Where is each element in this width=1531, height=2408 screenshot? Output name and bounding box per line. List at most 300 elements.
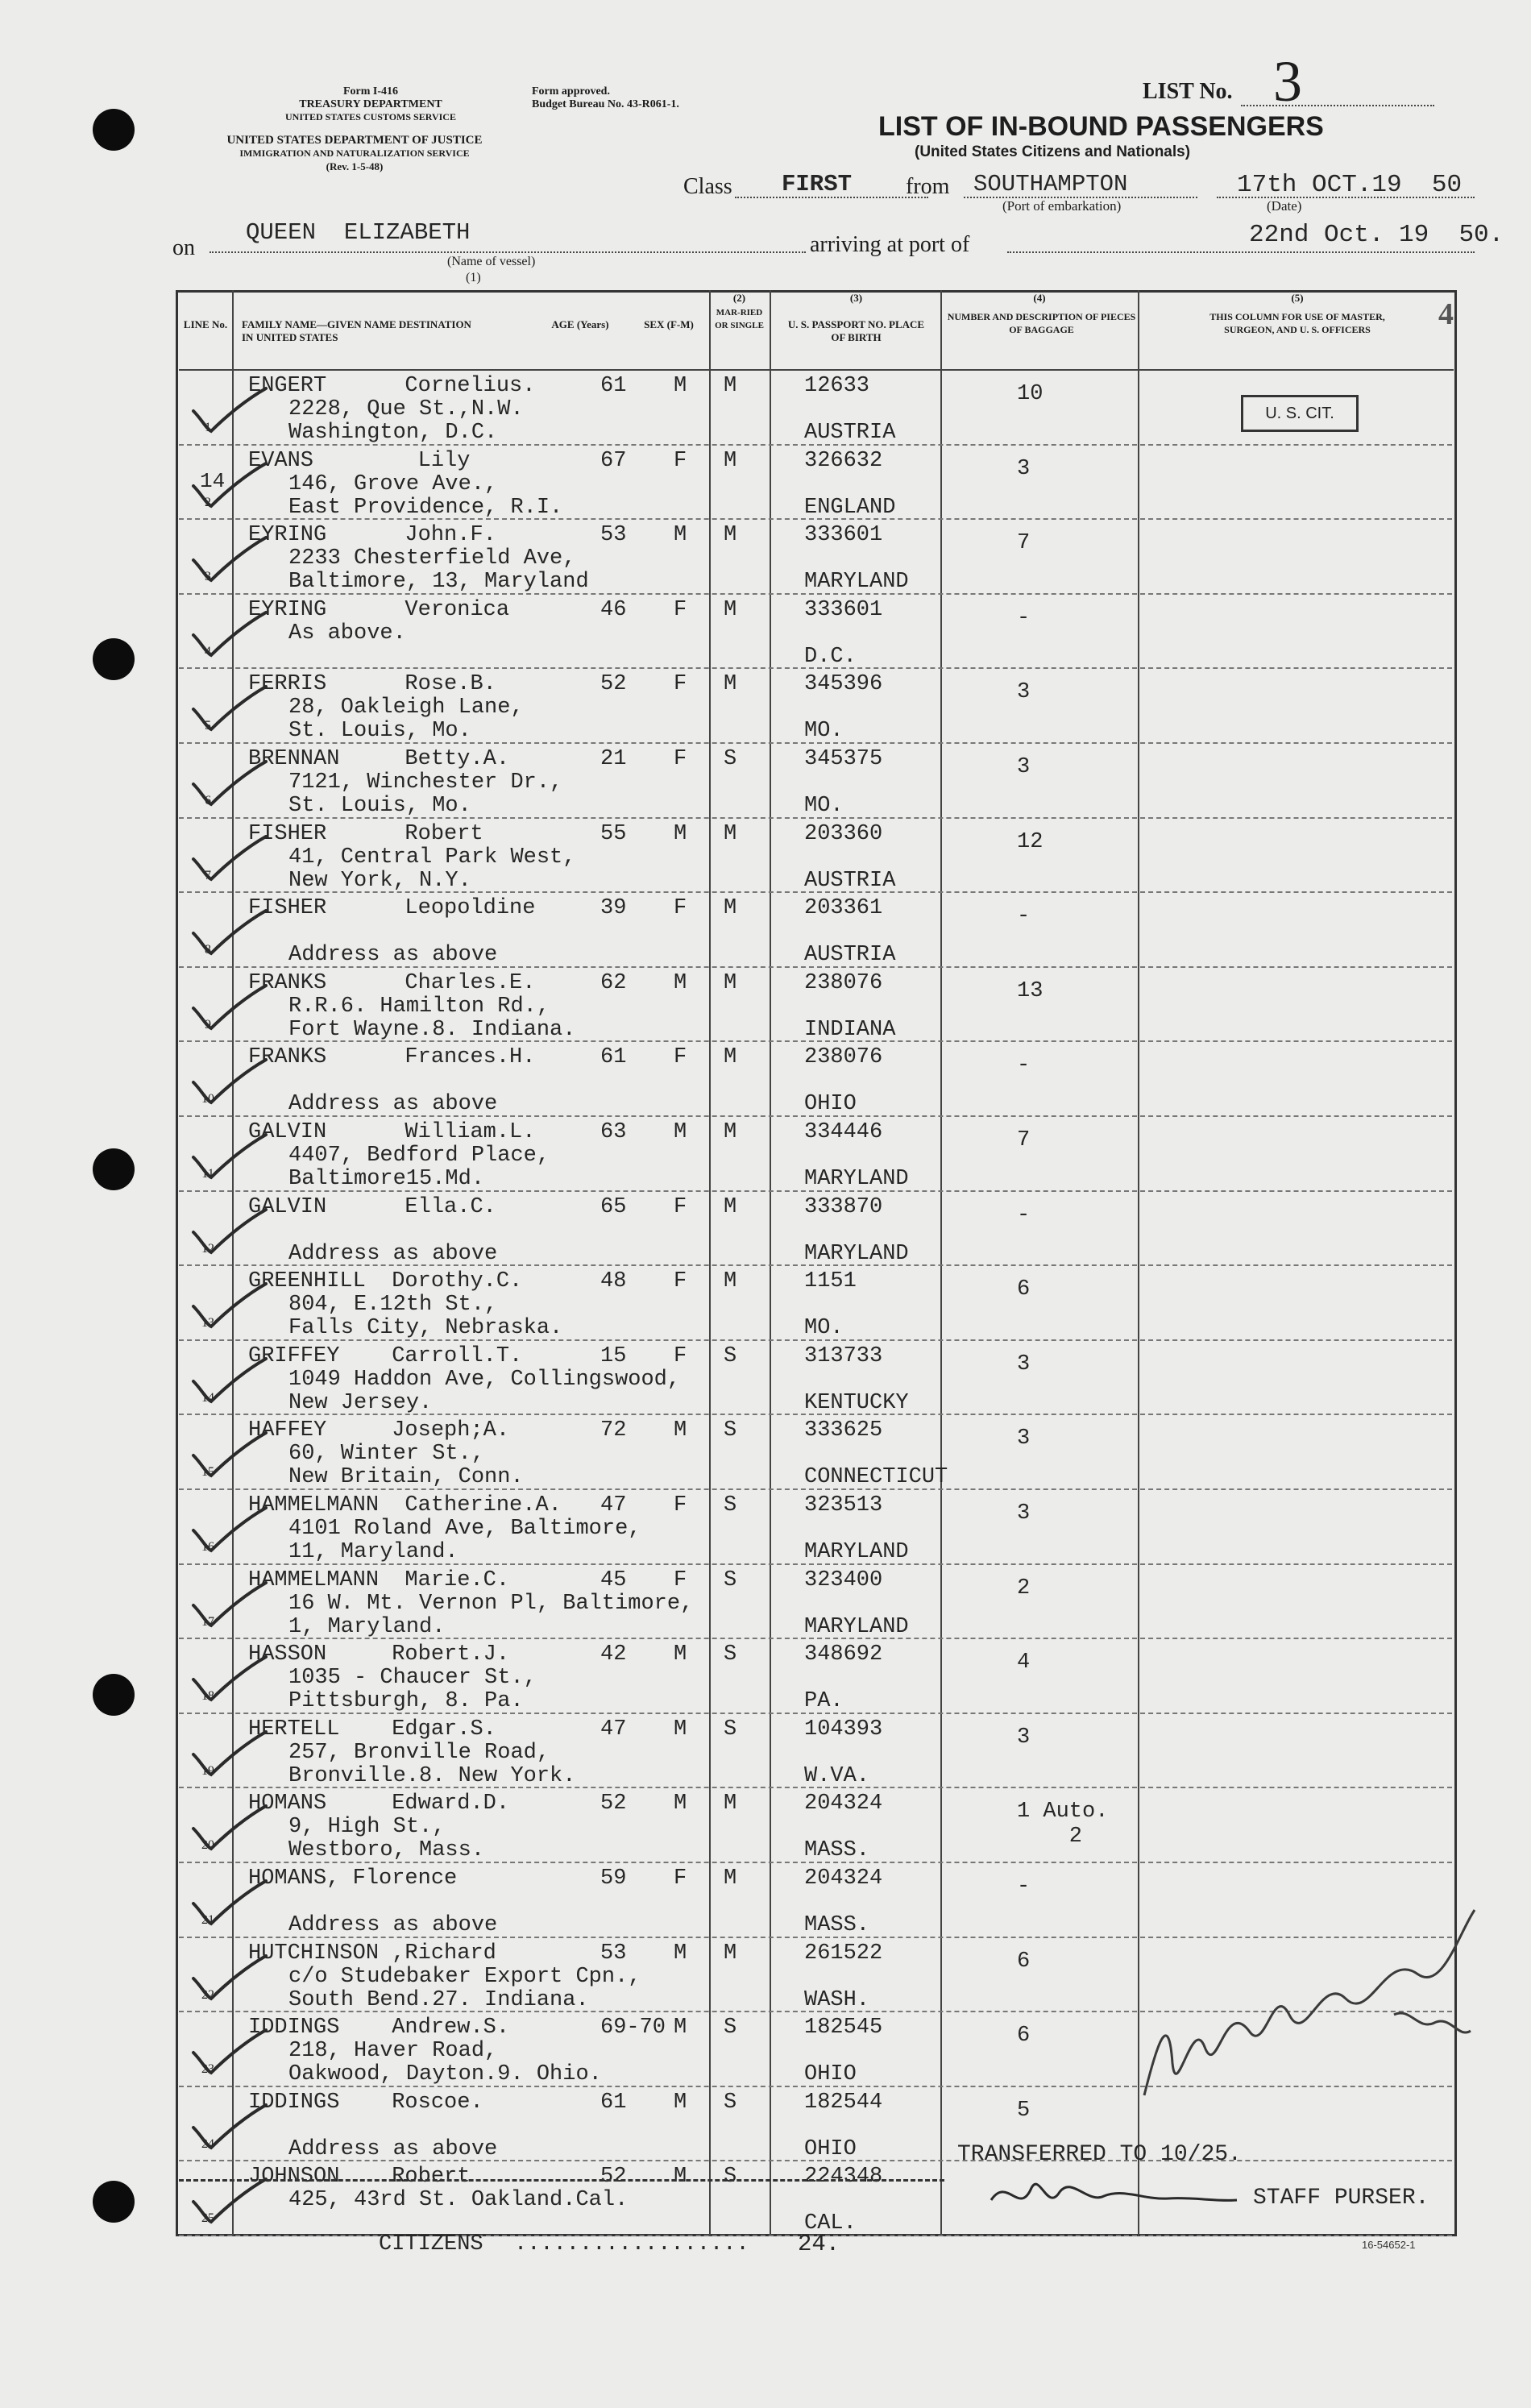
address-line-1: 7121, Winchester Dr., [288,770,563,795]
line-number: 16 [201,1540,214,1554]
place-of-birth: MARYLAND [804,1167,909,1191]
us-cit-stamp: U. S. CIT. [1241,395,1359,432]
baggage-count: - [1017,1202,1031,1227]
port-embarkation-label: (Port of embarkation) [1002,198,1122,214]
page-title: LIST OF IN-BOUND PASSENGERS [878,111,1324,142]
passenger-name: FISHER Robert [248,821,483,846]
line-number: 18 [201,1689,214,1704]
baggage-count: - [1017,605,1031,630]
passport-number: 203361 [804,896,883,921]
passenger-age: 61 [600,374,627,398]
passenger-age: 72 [600,1418,627,1443]
baggage-count: 3 [1017,1351,1031,1376]
page-mark: 4 [1438,297,1454,331]
place-of-birth: INDIANA [804,1017,896,1042]
passport-number: 348692 [804,1642,883,1667]
passenger-name: EYRING Veronica [248,597,510,622]
baggage-count: 10 [1017,382,1043,406]
passenger-name: HAFFEY Joseph;A. [248,1418,510,1443]
passenger-sex: M [674,2165,687,2190]
address-line-2: Address as above [288,943,498,968]
punch-hole [93,1148,135,1190]
passenger-sex: F [674,1194,687,1219]
line-number: 11 [201,1167,214,1181]
marital-status: M [724,970,737,995]
purser-signature [983,2168,1241,2224]
address-line-1: 425, 43rd St. Oakland.Cal. [288,2188,629,2213]
passenger-age: 67 [600,448,627,473]
line-number: 21 [201,1913,214,1927]
address-line-2: Address as above [288,1092,498,1117]
address-line-2: East Providence, R.I. [288,495,563,520]
col-name: FAMILY NAME—GIVEN NAME DESTINATION IN UNITED STATES [242,318,471,343]
passport-number: 203360 [804,821,883,846]
line-number: 13 [201,1316,214,1331]
address-line-1: 146, Grove Ave., [288,471,498,496]
col-line-no: LINE No. [183,318,228,330]
passenger-name: FERRIS Rose.B. [248,672,496,697]
passport-number: 333601 [804,597,883,622]
address-line-1: 804, E.12th St., [288,1293,498,1318]
marital-status: M [724,1194,737,1219]
passport-number: 204324 [804,1791,883,1816]
page-subtitle: (United States Citizens and Nationals) [915,143,1191,160]
passenger-sex: M [674,2016,687,2041]
check-mark [187,1581,268,1630]
passport-number: 261522 [804,1941,883,1966]
baggage-count: 2 [1017,1576,1031,1600]
passenger-sex: M [674,970,687,995]
marital-status: S [724,1343,737,1368]
class-line [735,197,928,198]
citizens-count: 24. [798,2231,840,2257]
address-line-1: R.R.6. Hamilton Rd., [288,994,550,1019]
punch-hole [93,109,135,151]
col-married-num: (2) [732,292,746,304]
passenger-age: 42 [600,1642,627,1667]
check-mark [187,1655,268,1704]
place-of-birth: AUSTRIA [804,943,896,968]
inspector-signature [1128,1886,1483,2128]
on-label: on [172,235,195,260]
line-number: 2 [205,495,211,509]
address-line-2: New York, N.Y. [288,868,471,893]
check-mark [187,1730,268,1779]
baggage-count: 3 [1017,1426,1031,1451]
address-line-2: Baltimore, 13, Maryland [288,570,589,595]
passenger-age: 46 [600,597,627,622]
check-mark [187,1804,268,1853]
list-no-value: 3 [1273,49,1302,114]
baggage-count: 12 [1017,829,1043,854]
passenger-name: GALVIN William.L. [248,1120,536,1144]
row-25-strike [179,2179,944,2182]
passport-number: 12633 [804,374,870,398]
baggage-count: 6 [1017,1949,1031,1974]
line-number: 7 [205,868,211,882]
passenger-age: 21 [600,747,627,771]
passport-number: 345396 [804,672,883,697]
col-baggage: NUMBER AND DESCRIPTION OF PIECES OF BAGGAGE [947,311,1136,335]
arriving-line [1007,251,1475,253]
place-of-birth: MARYLAND [804,1241,909,1266]
check-mark [187,1357,268,1405]
marital-status: M [724,821,737,846]
passenger-age: 52 [600,2165,627,2190]
marital-status: M [724,1269,737,1294]
check-mark [187,909,268,957]
passenger-age: 61 [600,2090,627,2115]
address-line-2: Washington, D.C. [288,421,498,445]
vessel-name-label: (Name of vessel) [447,255,536,268]
address-line-2: 1, Maryland. [288,1614,446,1639]
passenger-sex: M [674,1418,687,1443]
passenger-sex: M [674,523,687,548]
line-number: 23 [201,2062,214,2077]
arrival-date: 22nd Oct. 19 50. [1249,221,1504,249]
form-approved: Form approved. [532,85,610,98]
place-of-birth: MARYLAND [804,570,909,595]
passport-number: 333870 [804,1194,883,1219]
marital-status: S [724,2165,737,2190]
date-label: (Date) [1267,198,1302,214]
punch-hole [93,1674,135,1716]
marital-status: S [724,1642,737,1667]
passenger-age: 39 [600,896,627,921]
class-value: FIRST [782,171,853,197]
passenger-sex: F [674,672,687,697]
col-divider [940,290,942,2236]
check-mark [187,1879,268,1928]
check-mark [187,387,268,435]
passenger-age: 53 [600,523,627,548]
passenger-sex: F [674,448,687,473]
passport-number: 323400 [804,1567,883,1592]
passenger-age: 47 [600,1493,627,1517]
check-mark [187,835,268,883]
passport-number: 323513 [804,1493,883,1517]
place-of-birth: ENGLAND [804,495,896,520]
passenger-age: 63 [600,1120,627,1144]
passenger-name: HAMMELMANN Catherine.A. [248,1493,562,1517]
address-line-1: 9, High St., [288,1815,446,1840]
passenger-sex: F [674,747,687,771]
baggage-count: 6 [1017,2024,1031,2049]
passenger-name: IDDINGS Roscoe. [248,2090,483,2115]
baggage-count: 3 [1017,680,1031,705]
passenger-sex: F [674,1045,687,1070]
address-line-1: 4101 Roland Ave, Baltimore, [288,1517,641,1541]
marital-status: M [724,597,737,622]
passenger-name: HAMMELMANN Marie.C. [248,1567,510,1592]
from-label: from [906,174,950,199]
citizens-dots: .................. [514,2232,749,2256]
baggage-count: 6 [1017,1277,1031,1302]
departure-date: 17th OCT.19 50 [1237,171,1463,199]
place-of-birth: MO. [804,1316,844,1341]
marital-status: S [724,1717,737,1742]
address-line-2: New Britain, Conn. [288,1465,524,1490]
line-number: 22 [201,1987,214,2002]
line-2-mark: 14 [200,469,226,493]
passenger-age: 47 [600,1717,627,1742]
marital-status: S [724,1418,737,1443]
place-of-birth: MO. [804,719,844,744]
marital-status: M [724,448,737,473]
class-label: Class [683,174,732,199]
form-code: 16-54652-1 [1362,2239,1416,2251]
passenger-name: BRENNAN Betty.A. [248,747,510,771]
address-line-1: 257, Bronville Road, [288,1740,550,1765]
arriving-label: arriving at port of [810,232,970,257]
line-number: 19 [201,1763,214,1778]
from-value: SOUTHAMPTON [973,171,1128,197]
baggage-count: 7 [1017,1128,1031,1152]
col-officers: THIS COLUMN FOR USE OF MASTER, SURGEON, AND U. S. OFFICERS [1209,311,1385,335]
check-mark [187,1133,268,1181]
passenger-sex: F [674,896,687,921]
passenger-sex: M [674,1717,687,1742]
address-line-1: 4407, Bedford Place, [288,1144,550,1168]
passenger-age: 48 [600,1269,627,1294]
check-mark [187,462,268,510]
address-line-2: Address as above [288,1913,498,1937]
passenger-age: 69-70 [600,2016,666,2041]
line-number: 10 [201,1092,214,1106]
col-divider [709,290,711,2236]
passenger-name: HOMANS, Florence [248,1866,458,1891]
baggage-count: - [1017,904,1031,929]
passenger-name: GRIFFEY Carroll.T. [248,1343,523,1368]
vessel-col-num: (1) [466,271,481,284]
citizens-label: CITIZENS [379,2232,483,2256]
col-age: AGE (Years) [551,318,609,330]
address-line-1: 16 W. Mt. Vernon Pl, Baltimore, [288,1591,694,1616]
place-of-birth: WASH. [804,1987,870,2012]
col-sex: SEX (F-M) [644,318,694,330]
passenger-age: 52 [600,1791,627,1816]
baggage-count: 5 [1017,2098,1031,2123]
passport-number: 333601 [804,523,883,548]
vessel-line [210,251,806,253]
punch-hole [93,2181,135,2223]
passenger-sex: M [674,1941,687,1966]
marital-status: M [724,672,737,697]
passport-number: 345375 [804,747,883,771]
passenger-sex: M [674,2090,687,2115]
place-of-birth: PA. [804,1689,844,1714]
line-number: 3 [205,570,211,584]
check-mark [187,2028,268,2077]
line-number: 9 [205,1017,211,1032]
place-of-birth: CONNECTICUT [804,1465,948,1490]
address-line-1: 41, Central Park West, [288,845,576,870]
marital-status: M [724,1941,737,1966]
check-mark [187,2178,268,2226]
staff-purser: STAFF PURSER. [1253,2186,1429,2211]
passenger-sex: M [674,1642,687,1667]
address-line-1: 218, Haver Road, [288,2039,498,2064]
line-number: 12 [201,1241,214,1256]
address-line-2: St. Louis, Mo. [288,719,471,744]
place-of-birth: MO. [804,794,844,818]
address-line-2: New Jersey. [288,1390,433,1415]
passenger-name: HASSON Robert.J. [248,1642,510,1667]
marital-status: M [724,374,737,398]
address-line-2: Baltimore15.Md. [288,1167,485,1191]
vessel-name: QUEEN ELIZABETH [246,219,471,246]
col-passport: U. S. PASSPORT NO. PLACE OF BIRTH [787,318,925,343]
passenger-age: 62 [600,970,627,995]
baggage-count: 3 [1017,1501,1031,1526]
passenger-sex: F [674,1493,687,1517]
passport-number: 334446 [804,1120,883,1144]
baggage-count: 1 Auto. 2 [1017,1800,1109,1850]
address-line-2: South Bend.27. Indiana. [288,1987,589,2012]
ins-service: IMMIGRATION AND NATURALIZATION SERVICE [239,147,470,159]
passport-number: 104393 [804,1717,883,1742]
passenger-sex: M [674,1791,687,1816]
passport-number: 224348 [804,2165,883,2190]
passport-number: 182544 [804,2090,883,2115]
address-line-2: Oakwood, Dayton.9. Ohio. [288,2062,602,2087]
passenger-name: FRANKS Charles.E. [248,970,536,995]
place-of-birth: CAL. [804,2211,857,2236]
passport-number: 313733 [804,1343,883,1368]
passenger-age: 55 [600,821,627,846]
marital-status: S [724,747,737,771]
baggage-count: 3 [1017,755,1031,779]
check-mark [187,611,268,659]
marital-status: M [724,1866,737,1891]
place-of-birth: AUSTRIA [804,868,896,893]
check-mark [187,536,268,584]
passenger-name: JOHNSON Robert [248,2165,471,2190]
line-number: 17 [201,1614,214,1629]
place-of-birth: MASS. [804,1838,870,1863]
check-mark [187,1208,268,1256]
check-mark [187,685,268,733]
punch-hole [93,638,135,680]
address-line-1: 2233 Chesterfield Ave, [288,546,576,571]
passenger-age: 15 [600,1343,627,1368]
passenger-name: GALVIN Ella.C. [248,1194,496,1219]
marital-status: S [724,1493,737,1517]
customs-service: UNITED STATES CUSTOMS SERVICE [285,111,456,122]
passenger-sex: M [674,821,687,846]
place-of-birth: OHIO [804,2136,857,2161]
budget-bureau: Budget Bureau No. 43-R061-1. [532,98,679,110]
place-of-birth: MARYLAND [804,1614,909,1639]
col-passport-num: (3) [849,292,863,304]
passenger-name: HERTELL Edgar.S. [248,1717,496,1742]
address-line-2: Bronville.8. New York. [288,1763,576,1788]
marital-status: M [724,1120,737,1144]
address-line-1: c/o Studebaker Export Cpn., [288,1964,641,1989]
header-rule [179,369,1454,371]
check-mark [187,1058,268,1106]
passport-number: 204324 [804,1866,883,1891]
passport-number: 326632 [804,448,883,473]
line-number: 25 [201,2211,214,2226]
check-mark [187,1954,268,2003]
line-number: 15 [201,1465,214,1480]
place-of-birth: OHIO [804,1092,857,1117]
place-of-birth: MASS. [804,1913,870,1937]
passport-number: 238076 [804,1045,883,1070]
passenger-name: ENGERT Cornelius. [248,374,536,398]
check-mark [187,984,268,1032]
passport-number: 182545 [804,2016,883,2041]
marital-status: S [724,2090,737,2115]
passenger-name: EVANS Lily [248,448,471,473]
line-number: 20 [201,1838,214,1853]
passenger-sex: F [674,1343,687,1368]
passenger-name: GREENHILL Dorothy.C. [248,1269,523,1294]
line-number: 24 [201,2136,214,2151]
col-married: MAR-RIED OR SINGLE [715,308,764,330]
col-officers-num: (5) [1291,292,1304,304]
col-divider [770,290,771,2236]
passenger-age: 65 [600,1194,627,1219]
passenger-name: HUTCHINSON ,Richard [248,1941,496,1966]
place-of-birth: KENTUCKY [804,1390,909,1415]
address-line-2: St. Louis, Mo. [288,794,471,818]
address-line-2: Westboro, Mass. [288,1838,485,1863]
passenger-name: FRANKS Frances.H. [248,1045,536,1070]
passenger-age: 52 [600,672,627,697]
address-line-2: 11, Maryland. [288,1540,458,1564]
place-of-birth: W.VA. [804,1763,870,1788]
check-mark [187,760,268,808]
marital-status: S [724,1567,737,1592]
place-of-birth: OHIO [804,2062,857,2087]
address-line-1: 28, Oakleigh Lane, [288,695,524,720]
baggage-count: 3 [1017,1725,1031,1750]
passenger-sex: F [674,1269,687,1294]
address-line-1: As above. [288,621,406,646]
address-line-1: 1035 - Chaucer St., [288,1666,537,1691]
col-baggage-num: (4) [1033,292,1046,304]
address-line-1: 1049 Haddon Ave, Collingswood, [288,1367,681,1392]
passenger-age: 59 [600,1866,627,1891]
passenger-name: HOMANS Edward.D. [248,1791,510,1816]
marital-status: M [724,523,737,548]
passenger-sex: F [674,597,687,622]
place-of-birth: D.C. [804,644,857,669]
list-no-label: LIST No. [1143,79,1233,104]
passenger-name: IDDINGS Andrew.S. [248,2016,510,2041]
baggage-count: 7 [1017,531,1031,556]
baggage-count: 3 [1017,456,1031,481]
line-number: 5 [205,719,211,733]
passport-number: 1151 [804,1269,857,1294]
place-of-birth: AUSTRIA [804,421,896,445]
baggage-count: - [1017,1875,1031,1899]
passenger-name: EYRING John.F. [248,523,496,548]
line-number: 6 [205,794,211,808]
address-line-2: Address as above [288,1241,498,1266]
transferred-note: TRANSFERRED TO 10/25. [957,2142,1242,2167]
passenger-age: 61 [600,1045,627,1070]
place-of-birth: MARYLAND [804,1540,909,1564]
address-line-2: Pittsburgh, 8. Pa. [288,1689,524,1714]
marital-status: M [724,896,737,921]
line-number: 14 [201,1390,214,1405]
check-mark [187,1506,268,1555]
baggage-count: - [1017,1053,1031,1078]
check-mark [187,1431,268,1480]
